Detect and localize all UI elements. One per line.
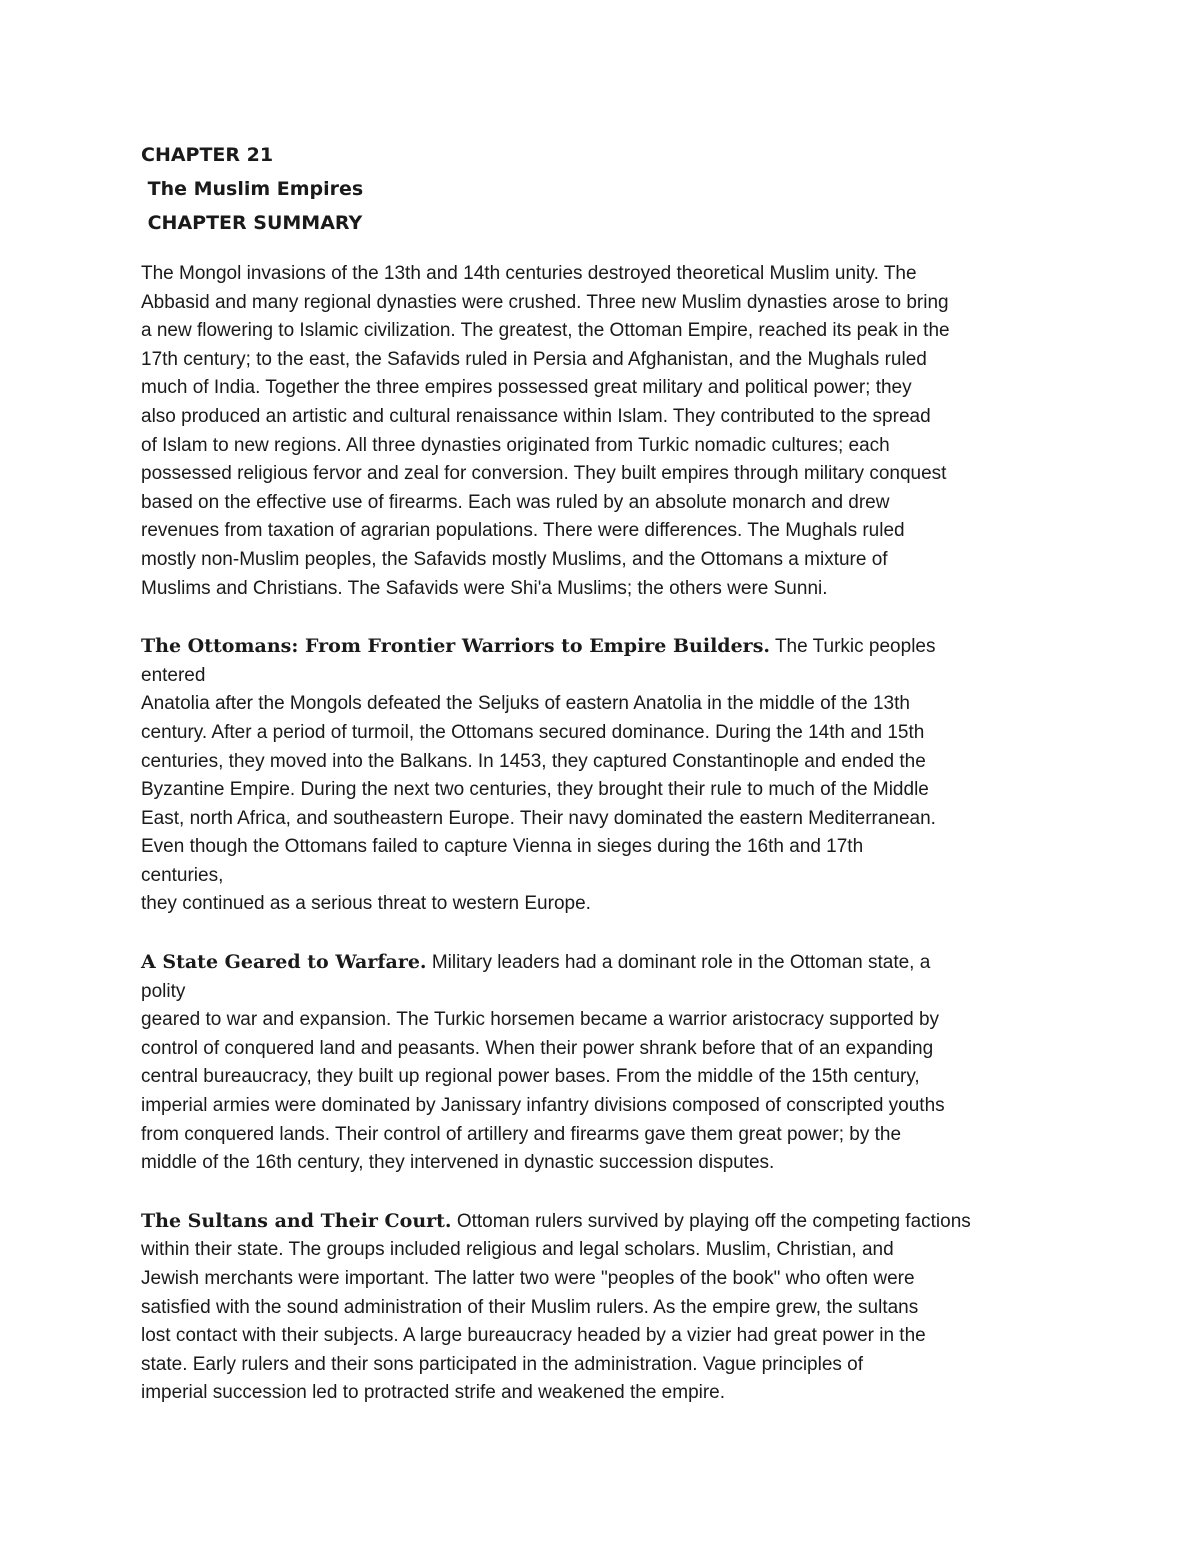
paragraph-line: from conquered lands. Their control of artillery and firearms gave them great power; by the bbox=[141, 1123, 902, 1145]
section-first-line bbox=[141, 948, 1071, 978]
paragraph-line: Muslims and Christians. The Safavids were Shi'a Muslims; the others were Sunni. bbox=[141, 577, 828, 599]
paragraph-line: imperial armies were dominated by Janissary infantry divisions composed of conscripted youths bbox=[141, 1095, 945, 1117]
paragraph-line: they continued as a serious threat to western Europe. bbox=[141, 893, 591, 915]
section-state-warfare bbox=[141, 948, 1071, 1178]
paragraph-line: much of India. Together the three empires possessed great military and political power; they bbox=[141, 377, 912, 399]
paragraph-line: entered bbox=[141, 664, 206, 686]
section-ottomans bbox=[141, 632, 1071, 919]
spacer bbox=[141, 240, 1071, 260]
paragraph-line: control of conquered land and peasants. When their power shrank before that of an expanding bbox=[141, 1037, 934, 1059]
paragraph-line: also produced an artistic and cultural renaissance within Islam. They contributed to the spread bbox=[141, 405, 931, 427]
section-first-line-text: The Turkic peoples bbox=[770, 636, 936, 658]
spacer bbox=[141, 1178, 1071, 1207]
document-page bbox=[141, 138, 1071, 1408]
paragraph-line: central bureaucracy, they built up regional power bases. From the middle of the 15th century, bbox=[141, 1066, 920, 1088]
paragraph-line: possessed religious fervor and zeal for conversion. They built empires through military conquest bbox=[141, 463, 947, 485]
section-first-line bbox=[141, 632, 1071, 662]
paragraph-line: state. Early rulers and their sons participated in the administration. Vague principles of bbox=[141, 1353, 864, 1375]
section-sultans-court bbox=[141, 1207, 1071, 1408]
paragraph-line: polity bbox=[141, 980, 186, 1002]
chapter-summary-label: CHAPTER SUMMARY bbox=[141, 212, 363, 234]
paragraph-line: 17th century; to the east, the Safavids ruled in Persia and Afghanistan, and the Mughals ruled bbox=[141, 348, 927, 370]
paragraph-line: Abbasid and many regional dynasties were crushed. Three new Muslim dynasties arose to bring bbox=[141, 291, 949, 313]
paragraph-line: mostly non-Muslim peoples, the Safavids mostly Muslims, and the Ottomans a mixture of bbox=[141, 548, 888, 570]
paragraph-line: century. After a period of turmoil, the Ottomans secured dominance. During the 14th and 15th bbox=[141, 721, 925, 743]
chapter-title: The Muslim Empires bbox=[141, 178, 364, 200]
paragraph-line: based on the effective use of firearms. Each was ruled by an absolute monarch and drew bbox=[141, 491, 890, 513]
paragraph-line: middle of the 16th century, they intervened in dynastic succession disputes. bbox=[141, 1152, 775, 1174]
paragraph-line: Even though the Ottomans failed to capture Vienna in sieges during the 16th and 17th bbox=[141, 836, 864, 858]
paragraph-line: of Islam to new regions. All three dynasties originated from Turkic nomadic cultures; each bbox=[141, 434, 890, 456]
paragraph-line: Byzantine Empire. During the next two centuries, they brought their rule to much of the Middle bbox=[141, 779, 929, 801]
paragraph-line: satisfied with the sound administration of their Muslim rulers. As the empire grew, the sultans bbox=[141, 1296, 919, 1318]
paragraph-line: lost contact with their subjects. A large bureaucracy headed by a vizier had great power in the bbox=[141, 1325, 926, 1347]
spacer bbox=[141, 919, 1071, 948]
paragraph-line: The Mongol invasions of the 13th and 14th centuries destroyed theoretical Muslim unity. The bbox=[141, 263, 917, 284]
section-first-line-text: Military leaders had a dominant role in the Ottoman state, a bbox=[426, 952, 931, 974]
paragraph-line: Anatolia after the Mongols defeated the Seljuks of eastern Anatolia in the middle of the 13th bbox=[141, 693, 910, 715]
paragraph-line: centuries, bbox=[141, 864, 224, 886]
paragraph-line: imperial succession led to protracted strife and weakened the empire. bbox=[141, 1382, 726, 1404]
paragraph-line: Jewish merchants were important. The latter two were "peoples of the book" who often were bbox=[141, 1268, 915, 1289]
paragraph-line: centuries, they moved into the Balkans. In 1453, they captured Constantinople and ended the bbox=[141, 750, 926, 772]
section-title: The Ottomans: From Frontier Warriors to Empire Builders. bbox=[141, 635, 771, 658]
paragraph-line: revenues from taxation of agrarian populations. There were differences. The Mughals ruled bbox=[141, 520, 905, 542]
intro-paragraph bbox=[141, 260, 1071, 603]
section-first-line-text: Ottoman rulers survived by playing off the competing factions bbox=[451, 1210, 971, 1232]
spacer bbox=[141, 603, 1071, 632]
chapter-number: CHAPTER 21 bbox=[141, 144, 274, 166]
section-title: A State Geared to Warfare. bbox=[141, 951, 427, 974]
paragraph-line: geared to war and expansion. The Turkic horsemen became a warrior aristocracy supported by bbox=[141, 1009, 940, 1031]
section-first-line bbox=[141, 1207, 1071, 1237]
paragraph-line: within their state. The groups included religious and legal scholars. Muslim, Christian, and bbox=[141, 1239, 894, 1261]
paragraph-line: a new flowering to Islamic civilization. The greatest, the Ottoman Empire, reached its peak in the bbox=[141, 320, 950, 342]
section-title: The Sultans and Their Court. bbox=[141, 1209, 452, 1232]
paragraph-line: East, north Africa, and southeastern Europe. Their navy dominated the eastern Mediterranean. bbox=[141, 807, 936, 829]
